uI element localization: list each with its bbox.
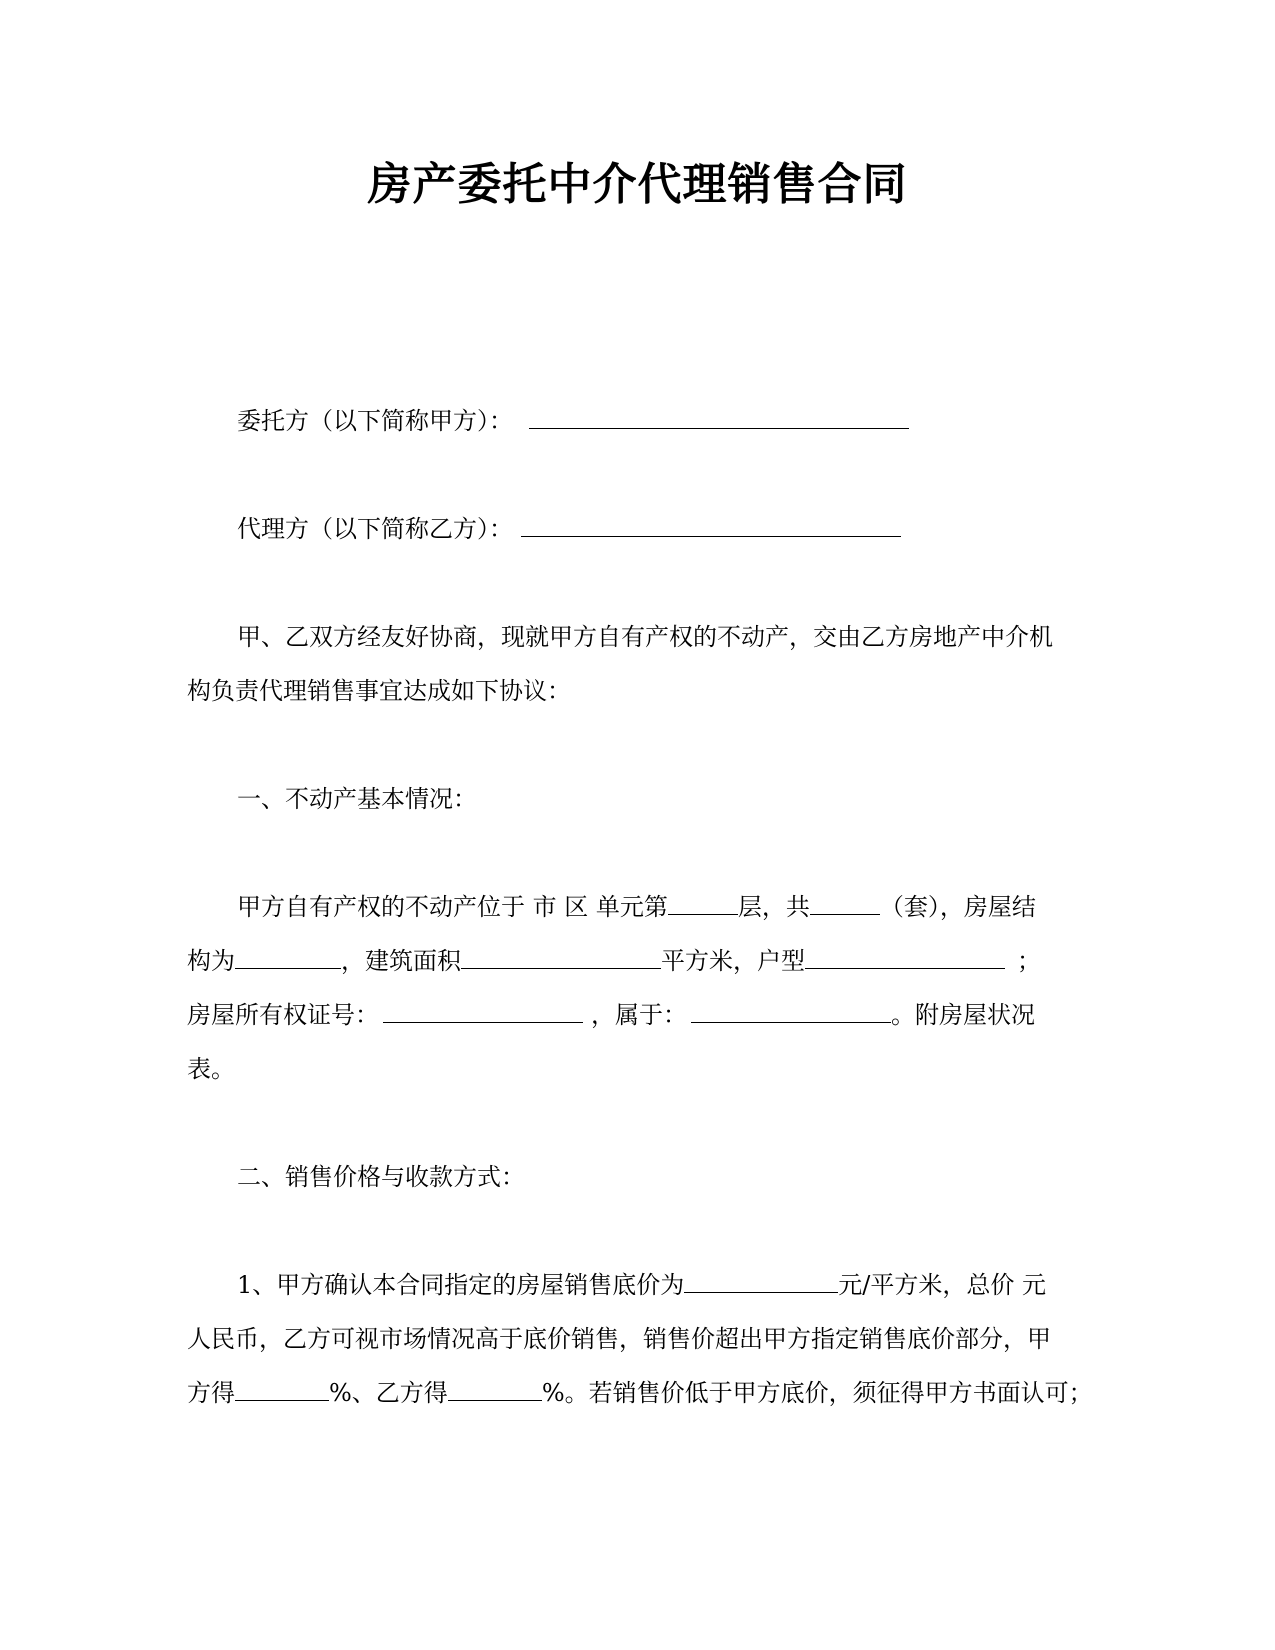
party-b-share-blank[interactable]	[448, 1378, 542, 1401]
owner-blank[interactable]	[691, 1000, 891, 1023]
layout-blank[interactable]	[805, 946, 1005, 969]
area-blank[interactable]	[461, 946, 661, 969]
structure-text: 构为	[187, 947, 235, 975]
set-text: （套），房屋结	[879, 893, 1036, 921]
section-1-line-1	[237, 892, 1137, 922]
floor-blank[interactable]	[668, 892, 738, 915]
section-2-para-2: 人民币，乙方可视市场情况高于底价销售，销售价超出甲方指定销售底价部分，甲	[187, 1325, 1051, 1353]
page-title: 房产委托中介代理销售合同	[367, 159, 908, 210]
base-price-blank[interactable]	[684, 1270, 838, 1293]
party-a-label: 委托方（以下简称甲方）：	[237, 407, 513, 435]
total-price-text: 元/平方米，总价 元	[838, 1271, 1046, 1299]
section-1-line-4: 表。	[187, 1055, 235, 1083]
party-b-line	[237, 514, 1137, 544]
party-a-line	[237, 406, 1137, 436]
section-1-line-3	[187, 1000, 1087, 1030]
layout-text: 平方米，户型	[661, 947, 805, 975]
party-b-label: 代理方（以下简称乙方）：	[237, 515, 513, 543]
section-2-para-1	[237, 1270, 1137, 1300]
area-text: ，建筑面积	[341, 947, 461, 975]
low-price-text: %。若销售价低于甲方底价，须征得甲方书面认可；	[541, 1379, 1093, 1407]
intro-line-2: 构负责代理销售事宜达成如下协议：	[187, 677, 571, 705]
base-price-text: 1、甲方确认本合同指定的房屋销售底价为	[237, 1271, 685, 1299]
intro-line-1: 甲、乙双方经友好协商，现就甲方自有产权的不动产，交由乙方房地产中介机	[237, 623, 1053, 651]
structure-blank[interactable]	[235, 946, 341, 969]
certificate-blank[interactable]	[383, 1000, 583, 1023]
party-a-share-text: 方得	[187, 1379, 235, 1407]
location-text: 甲方自有产权的不动产位于 市 区 单元第	[237, 893, 668, 921]
unit-count-blank[interactable]	[810, 892, 880, 915]
party-a-share-blank[interactable]	[235, 1378, 329, 1401]
belongs-text: ，属于：	[591, 1001, 687, 1029]
party-a-blank[interactable]	[529, 406, 909, 429]
section-1-line-2	[187, 946, 1087, 976]
party-b-blank[interactable]	[521, 514, 901, 537]
semicolon: ；	[1017, 947, 1041, 975]
section-1-heading: 一、不动产基本情况：	[237, 785, 477, 813]
attachment-text: 。附房屋状况	[891, 1001, 1035, 1029]
floor-text: 层，共	[737, 893, 810, 921]
section-2-para-3	[187, 1378, 1093, 1408]
certificate-text: 房屋所有权证号：	[187, 1001, 379, 1029]
party-b-share-text: %、乙方得	[329, 1379, 448, 1407]
section-2-heading: 二、销售价格与收款方式：	[237, 1163, 525, 1191]
